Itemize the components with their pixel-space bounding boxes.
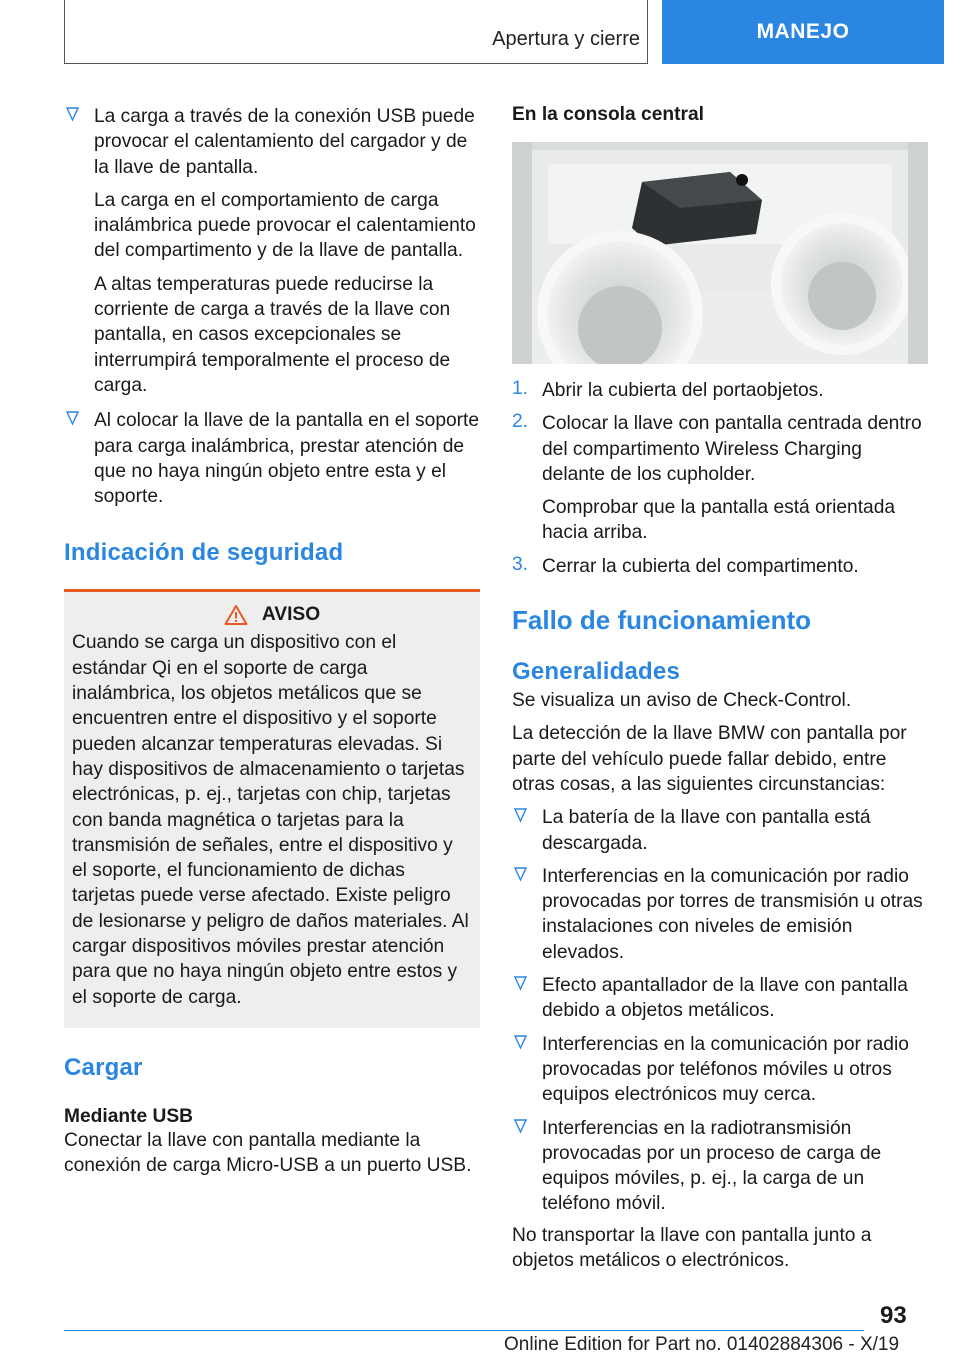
triangle-bullet-icon <box>514 1034 527 1050</box>
triangle-bullet-icon <box>514 1118 527 1134</box>
footer-divider <box>64 1330 864 1331</box>
triangle-bullet-icon <box>514 866 527 882</box>
bullet-text: Interferencias en la radiotransmisión provocadas por un proceso de carga de equipos móviles, p. ej., la carga de un teléfono móvil. <box>542 1117 882 1215</box>
step-number: 2. <box>512 411 529 433</box>
bullet-paragraph: A altas temperaturas puede reducirse la corriente de carga a través de la llave con pantalla, en casos excepcionales se interrumpirá temporalmente el proceso de carga. <box>94 273 451 396</box>
bullet-text: La batería de la llave con pantalla está descargada. <box>542 807 871 854</box>
right-column <box>512 104 928 1273</box>
console-photo <box>512 142 928 364</box>
bullet-paragraph: La carga en el comportamiento de carga inalámbrica puede provocar el calentamiento del compartimento y de la llave de pantalla. <box>94 189 476 262</box>
warning-title <box>72 604 472 626</box>
usb-text: Conectar la llave con pantalla mediante la conexión de carga Micro-USB a un puerto USB. <box>64 1129 472 1177</box>
bullet-text: Interferencias en la comunicación por radio provocadas por teléfonos móviles u otros equipos electrónicos muy cerca. <box>542 1033 909 1106</box>
step-number: 1. <box>512 378 529 399</box>
header-section-title: Apertura y cierre <box>492 28 640 50</box>
left-column <box>64 104 480 1179</box>
triangle-bullet-icon <box>66 410 79 426</box>
bullet-paragraph: Al colocar la llave de la pantalla en el soporte para carga inalámbrica, prestar atención de que no haya ningún objeto entre esta y el soporte. <box>94 410 480 508</box>
page-number: 93 <box>880 1302 907 1329</box>
center-console-image <box>512 142 928 364</box>
step-text: Colocar la llave con pantalla centrada dentro del compartimento Wireless Charging delante de los cupholder. <box>542 413 922 485</box>
step-text: Cerrar la cubierta del compartimento. <box>542 555 859 577</box>
step-text: Comprobar que la pantalla está orientada hacia arriba. <box>542 497 896 544</box>
step-number: 3. <box>512 553 529 575</box>
malfunction-heading: Fallo de funcionamiento <box>512 605 812 636</box>
list-item <box>512 973 928 1024</box>
list-item <box>512 378 928 403</box>
warning-title-text: AVISO <box>261 604 321 626</box>
closing-text: No transportar la llave con pantalla junto a objetos metálicos o electrónicos. <box>512 1224 872 1272</box>
general-text: La detección de la llave BMW con pantalla por parte del vehículo puede fallar debido, entre otras cosas, a las siguientes circunstancias: <box>512 723 907 795</box>
usb-heading: Mediante USB <box>64 1105 194 1127</box>
bullet-text: Interferencias en la comunicación por radio provocadas por torres de transmisión u otras instalaciones con niveles de emisión elevados. <box>542 865 923 963</box>
bullet-text: Efecto apantallador de la llave con pantalla debido a objetos metálicos. <box>542 975 908 1022</box>
list-item <box>512 411 928 545</box>
console-heading: En la consola central <box>512 104 704 125</box>
bullet-paragraph: La carga a través de la conexión USB puede provocar el calentamiento del cargador y de la llave de pantalla. <box>94 106 475 178</box>
triangle-bullet-icon <box>514 807 527 823</box>
charge-heading: Cargar <box>64 1053 143 1081</box>
general-heading: Generalidades <box>512 658 681 686</box>
triangle-bullet-icon <box>514 975 527 991</box>
list-item <box>512 864 928 965</box>
list-item <box>64 408 480 509</box>
header-tab-manejo: MANEJO <box>662 0 944 64</box>
safety-heading: Indicación de seguridad <box>64 539 344 567</box>
warning-text: Cuando se carga un dispositivo con el estándar Qi en el soporte de carga inalámbrica, los objetos metálicos que se encuentren entre el dispositivo y el soporte pueden alcanzar temperaturas elevadas. Si hay dispositivos de almacenamiento o tarjetas electrónicas, p. ej., tarjetas con chip, tarjetas con banda magnética o tarjetas para la transmisión de señales, entre el dispositivo y el soporte, el funcionamiento de dichas tarjetas puede verse afectado. Existe peligro de lesionarse y peligro de daños materiales. Al cargar dispositivos móviles prestar atención para que no haya ningún objeto entre estos y el soporte de carga. <box>72 632 469 1008</box>
list-item <box>64 104 480 398</box>
warning-triangle-icon <box>224 604 248 626</box>
step-text: Abrir la cubierta del portaobjetos. <box>542 380 824 401</box>
list-item <box>512 1032 928 1108</box>
list-item <box>512 554 928 579</box>
list-item <box>512 1116 928 1217</box>
general-text: Se visualiza un aviso de Check-Control. <box>512 690 852 712</box>
triangle-bullet-icon <box>66 106 79 122</box>
warning-box <box>64 589 480 1027</box>
footer-edition: Online Edition for Part no. 01402884306 - X/19 <box>504 1334 900 1355</box>
list-item <box>512 805 928 856</box>
